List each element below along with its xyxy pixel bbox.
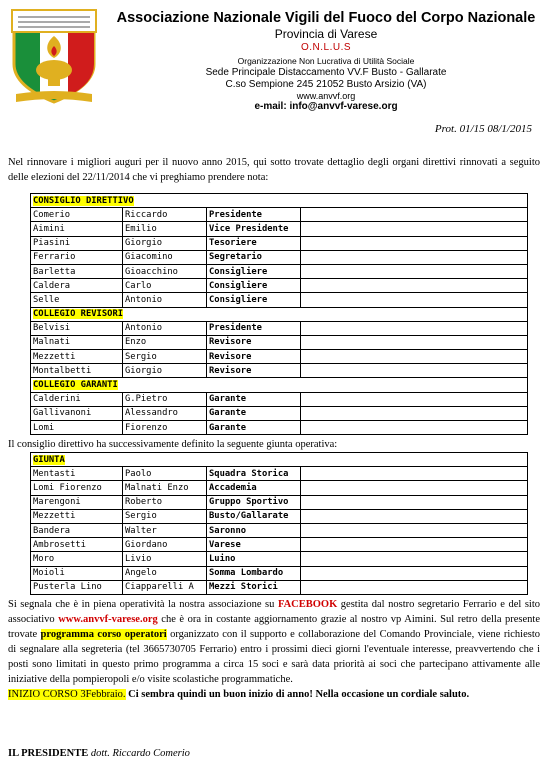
role-cell: Mezzi Storici	[207, 580, 301, 594]
table-row	[31, 580, 528, 594]
role-cell: Gruppo Sportivo	[207, 495, 301, 509]
role-cell: Segretario	[207, 250, 301, 264]
empty-cell	[301, 350, 528, 364]
table-row	[31, 481, 528, 495]
surname-cell: Ferrario	[31, 250, 123, 264]
empty-cell	[301, 222, 528, 236]
closing-paragraph	[8, 597, 540, 702]
section-header-row	[31, 453, 528, 467]
table-row	[31, 236, 528, 250]
intro-paragraph: Nel rinnovare i migliori auguri per il nuovo anno 2015, qui sotto trovate dettaglio degli organi direttivi rinnovati a seguito delle elezioni del 22/11/2014 che vi preghiamo prendere nota:	[8, 157, 540, 183]
first-name-cell: Livio	[123, 552, 207, 566]
first-name-cell: Walter	[123, 523, 207, 537]
table-row	[31, 523, 528, 537]
closing-text-1: Si segnala che è in piena operatività la nostra associazione su	[8, 599, 278, 610]
first-name-cell: Alessandro	[123, 406, 207, 420]
first-name-cell: Fiorenzo	[123, 421, 207, 435]
surname-cell: Mentasti	[31, 467, 123, 481]
empty-cell	[301, 467, 528, 481]
surname-cell: Belvisi	[31, 321, 123, 335]
empty-cell	[301, 335, 528, 349]
governing-bodies-table	[30, 193, 528, 435]
surname-cell: Mezzetti	[31, 350, 123, 364]
role-cell: Saronno	[207, 523, 301, 537]
first-name-cell: Giorgio	[123, 364, 207, 378]
signature-role: IL PRESIDENTE	[8, 748, 89, 759]
surname-cell: Piasini	[31, 236, 123, 250]
province: Provincia di Varese	[274, 27, 378, 41]
surname-cell: Gallivanoni	[31, 406, 123, 420]
surname-cell: Caldera	[31, 279, 123, 293]
surname-cell: Lomi Fiorenzo	[31, 481, 123, 495]
role-cell: Consigliere	[207, 264, 301, 278]
empty-cell	[301, 279, 528, 293]
giunta-intro: Il consiglio direttivo ha successivamente definito la seguente giunta operativa:	[8, 439, 338, 450]
closing-text-3: che è ora in costante aggiornamento grazie al nostro vp Aimini. Sul retro della presente trovate	[8, 614, 541, 640]
first-name-cell: Sergio	[123, 509, 207, 523]
role-cell: Busto/Gallarate	[207, 509, 301, 523]
table-row	[31, 208, 528, 222]
empty-cell	[301, 481, 528, 495]
closing-text-4: organizzato con il supporto e collaborazione del Comando Provinciale, viene richiesto di segnalare alla segreteria (tel 3665730705 Ferrario) entro i prossimi dieci giorni l'eventuale interesse, preavvertendo che i posti sono limitati in questo primo programma a circa 15 soci e sarà data priorità ai soci che partecipano attivamente alle iniziative della pompieropoli e/o visite scolastiche programmatiche.	[8, 629, 540, 685]
first-name-cell: Giorgio	[123, 236, 207, 250]
empty-cell	[301, 250, 528, 264]
table-row	[31, 222, 528, 236]
empty-cell	[301, 264, 528, 278]
empty-cell	[301, 236, 528, 250]
section-header-row	[31, 378, 528, 392]
first-name-cell: Sergio	[123, 350, 207, 364]
surname-cell: Pusterla Lino	[31, 580, 123, 594]
program-highlight: programma corso operatori	[40, 629, 167, 640]
empty-cell	[301, 293, 528, 307]
first-name-cell: Antonio	[123, 321, 207, 335]
role-cell: Squadra Storica	[207, 467, 301, 481]
signature	[8, 748, 190, 759]
role-cell: Consigliere	[207, 293, 301, 307]
section-title	[31, 194, 528, 208]
first-name-cell: Angelo	[123, 566, 207, 580]
empty-cell	[301, 580, 528, 594]
association-title: Associazione Nazionale Vigili del Fuoco del Corpo Nazionale	[116, 10, 536, 26]
table-row	[31, 335, 528, 349]
table-row	[31, 467, 528, 481]
section-title	[31, 378, 528, 392]
first-name-cell: Emilio	[123, 222, 207, 236]
section-header-row	[31, 307, 528, 321]
role-cell: Garante	[207, 406, 301, 420]
first-name-cell: Paolo	[123, 467, 207, 481]
first-name-cell: Enzo	[123, 335, 207, 349]
role-cell: Varese	[207, 538, 301, 552]
first-name-cell: Roberto	[123, 495, 207, 509]
table-row	[31, 566, 528, 580]
empty-cell	[301, 364, 528, 378]
website-link[interactable]: www.anvvf.org	[296, 91, 356, 101]
section-title-text: COLLEGIO GARANTI	[33, 380, 118, 391]
table-row	[31, 350, 528, 364]
table-row	[31, 509, 528, 523]
section-header-row	[31, 194, 528, 208]
role-cell: Somma Lombardo	[207, 566, 301, 580]
role-cell: Garante	[207, 421, 301, 435]
surname-cell: Moro	[31, 552, 123, 566]
address: C.so Sempione 245 21052 Busto Arsizio (VA)	[225, 79, 427, 90]
email-link[interactable]: e-mail: info@anvvf-varese.org	[254, 101, 398, 112]
empty-cell	[301, 406, 528, 420]
closing-greeting: Ci sembra quindi un buon inizio di anno! Nella occasione un cordiale saluto.	[125, 689, 470, 700]
site-link[interactable]: www.anvvf-varese.org	[58, 614, 158, 625]
protocol-number: Prot. 01/15 08/1/2015	[434, 123, 532, 135]
onlus-label: O.N.L.U.S	[300, 42, 352, 53]
main-seat: Sede Principale Distaccamento VV.F Busto - Gallarate	[205, 67, 447, 78]
table-row	[31, 421, 528, 435]
surname-cell: Marengoni	[31, 495, 123, 509]
section-title-text: CONSIGLIO DIRETTIVO	[33, 195, 134, 206]
role-cell: Revisore	[207, 364, 301, 378]
surname-cell: Aimini	[31, 222, 123, 236]
section-title-text: GIUNTA	[33, 454, 65, 465]
role-cell: Revisore	[207, 335, 301, 349]
first-name-cell: Gioacchino	[123, 264, 207, 278]
role-cell: Garante	[207, 392, 301, 406]
role-cell: Vice Presidente	[207, 222, 301, 236]
table-row	[31, 406, 528, 420]
giunta-table	[30, 452, 528, 595]
surname-cell: Comerio	[31, 208, 123, 222]
surname-cell: Montalbetti	[31, 364, 123, 378]
first-name-cell: G.Pietro	[123, 392, 207, 406]
closing-text-2: gestita dal nostro segretario Ferrario e del sito associativo	[8, 599, 540, 625]
empty-cell	[301, 552, 528, 566]
empty-cell	[301, 509, 528, 523]
first-name-cell: Giacomino	[123, 250, 207, 264]
first-name-cell: Ciapparelli A	[123, 580, 207, 594]
section-title	[31, 453, 528, 467]
empty-cell	[301, 495, 528, 509]
first-name-cell: Malnati Enzo	[123, 481, 207, 495]
signature-name: dott. Riccardo Comerio	[90, 748, 190, 759]
first-name-cell: Antonio	[123, 293, 207, 307]
surname-cell: Mezzetti	[31, 509, 123, 523]
table-row	[31, 321, 528, 335]
empty-cell	[301, 392, 528, 406]
role-cell: Consigliere	[207, 279, 301, 293]
surname-cell: Lomi	[31, 421, 123, 435]
table-row	[31, 279, 528, 293]
course-start-highlight: INIZIO CORSO 3Febbraio.	[8, 689, 126, 700]
first-name-cell: Riccardo	[123, 208, 207, 222]
surname-cell: Moioli	[31, 566, 123, 580]
role-cell: Revisore	[207, 350, 301, 364]
table-row	[31, 250, 528, 264]
facebook-link[interactable]: FACEBOOK	[277, 599, 338, 610]
empty-cell	[301, 538, 528, 552]
table-row	[31, 293, 528, 307]
table-row	[31, 552, 528, 566]
surname-cell: Selle	[31, 293, 123, 307]
table-row	[31, 538, 528, 552]
association-logo	[8, 6, 100, 106]
empty-cell	[301, 208, 528, 222]
role-cell: Tesoriere	[207, 236, 301, 250]
surname-cell: Ambrosetti	[31, 538, 123, 552]
role-cell: Presidente	[207, 208, 301, 222]
first-name-cell: Giordano	[123, 538, 207, 552]
first-name-cell: Carlo	[123, 279, 207, 293]
surname-cell: Calderini	[31, 392, 123, 406]
empty-cell	[301, 421, 528, 435]
role-cell: Luino	[207, 552, 301, 566]
organization-type: Organizzazione Non Lucrativa di Utilità Sociale	[237, 56, 415, 66]
section-title-text: COLLEGIO REVISORI	[33, 309, 124, 320]
table-row	[31, 264, 528, 278]
table-row	[31, 495, 528, 509]
section-title	[31, 307, 528, 321]
surname-cell: Bandera	[31, 523, 123, 537]
table-row	[31, 392, 528, 406]
table-row	[31, 364, 528, 378]
role-cell: Accademia	[207, 481, 301, 495]
surname-cell: Malnati	[31, 335, 123, 349]
empty-cell	[301, 566, 528, 580]
empty-cell	[301, 321, 528, 335]
empty-cell	[301, 523, 528, 537]
surname-cell: Barletta	[31, 264, 123, 278]
role-cell: Presidente	[207, 321, 301, 335]
